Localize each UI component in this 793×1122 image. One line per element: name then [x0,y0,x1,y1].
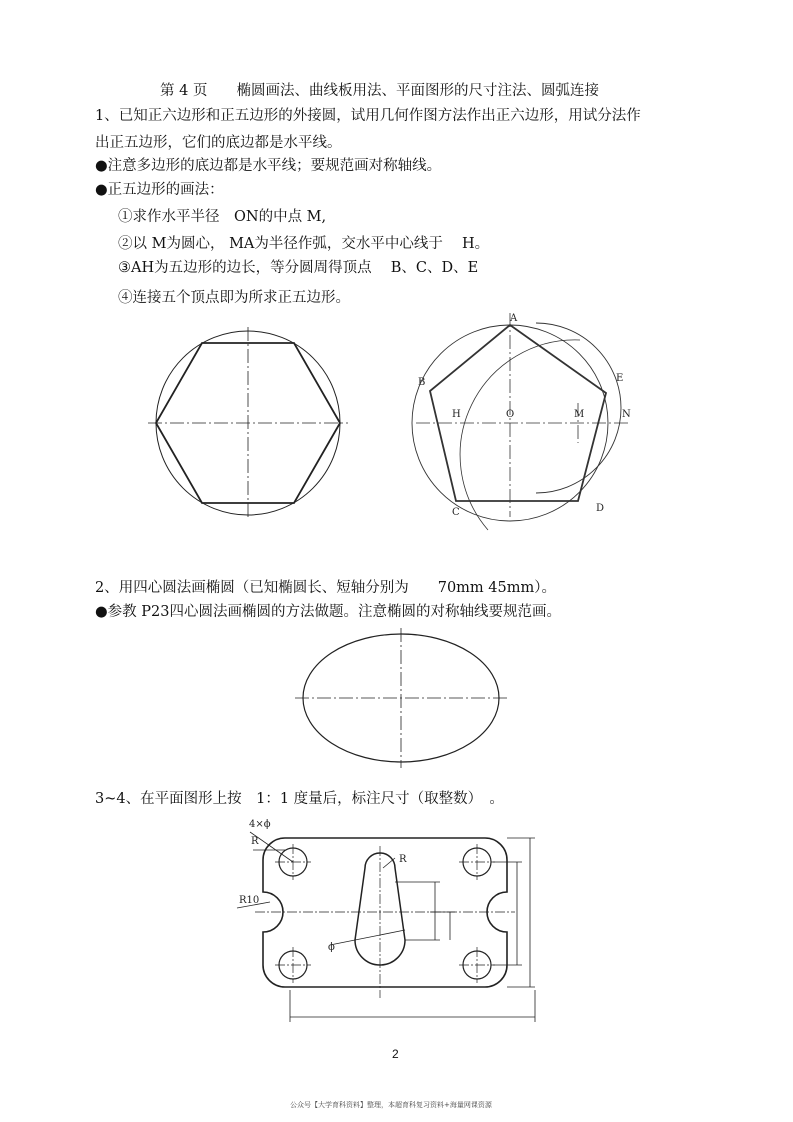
q1-step2: ②以 M为圆心， MA为半径作弧，交水平中心线于 H。 [118,236,490,252]
label-h: H [452,409,461,420]
leader-phi [330,930,405,945]
q1-line1: 1、已知正六边形和正五边形的外接圆，试用几何作图方法作出正六边形，用试分法作 [95,108,641,124]
label-b: B [418,377,426,388]
page-number: 2 [392,1047,399,1061]
leader-r2 [383,858,395,868]
label-r2: R [399,854,407,865]
label-d: D [596,503,605,514]
q2-line1: 2、用四心圆法画椭圆（已知椭圆长、短轴分别为 70mm 45mm）。 [95,580,556,596]
q1-note1: ●注意多边形的底边都是水平线；要规范画对称轴线。 [95,158,442,174]
label-phi: ϕ [328,942,335,953]
label-holes: 4×ϕ [249,819,271,830]
label-r10: R10 [239,895,260,906]
label-e: E [616,373,624,384]
label-n: N [622,409,631,420]
q3-line1: 3~4、在平面图形上按 1：1 度量后，标注尺寸（取整数） 。 [95,791,504,807]
q1-step4: ④连接五个顶点即为所求正五边形。 [118,290,350,306]
label-c: C [452,507,460,518]
label-r1: R [251,836,259,847]
hexagon-figure [130,315,370,545]
q2-note: ●参教 P23四心圆法画椭圆的方法做题。注意椭圆的对称轴线要规范画。 [95,604,561,620]
q1-note2: ●正五边形的画法： [95,182,224,198]
label-m: M [574,409,585,420]
ellipse-figure [295,628,515,768]
label-o: O [506,409,515,420]
page-title: 第 4 页 椭圆画法、曲线板用法、平面图形的尺寸注法、圆弧连接 [160,83,599,99]
q1-line2: 出正五边形，它们的底边都是水平线。 [95,135,342,151]
q1-step3: ③AH为五边形的边长，等分圆周得顶点 B、C、D、E [118,260,479,276]
q1-step1: ①求作水平半径 ON的中点 M, [118,209,327,225]
label-a: A [510,313,518,324]
plate-figure [235,810,555,1030]
footer-note: 公众号【大学育科资料】整理，本超育科复习资料+海量网课资源 [290,1101,492,1109]
pentagon-figure [410,305,640,525]
arc-from-m [536,323,624,493]
